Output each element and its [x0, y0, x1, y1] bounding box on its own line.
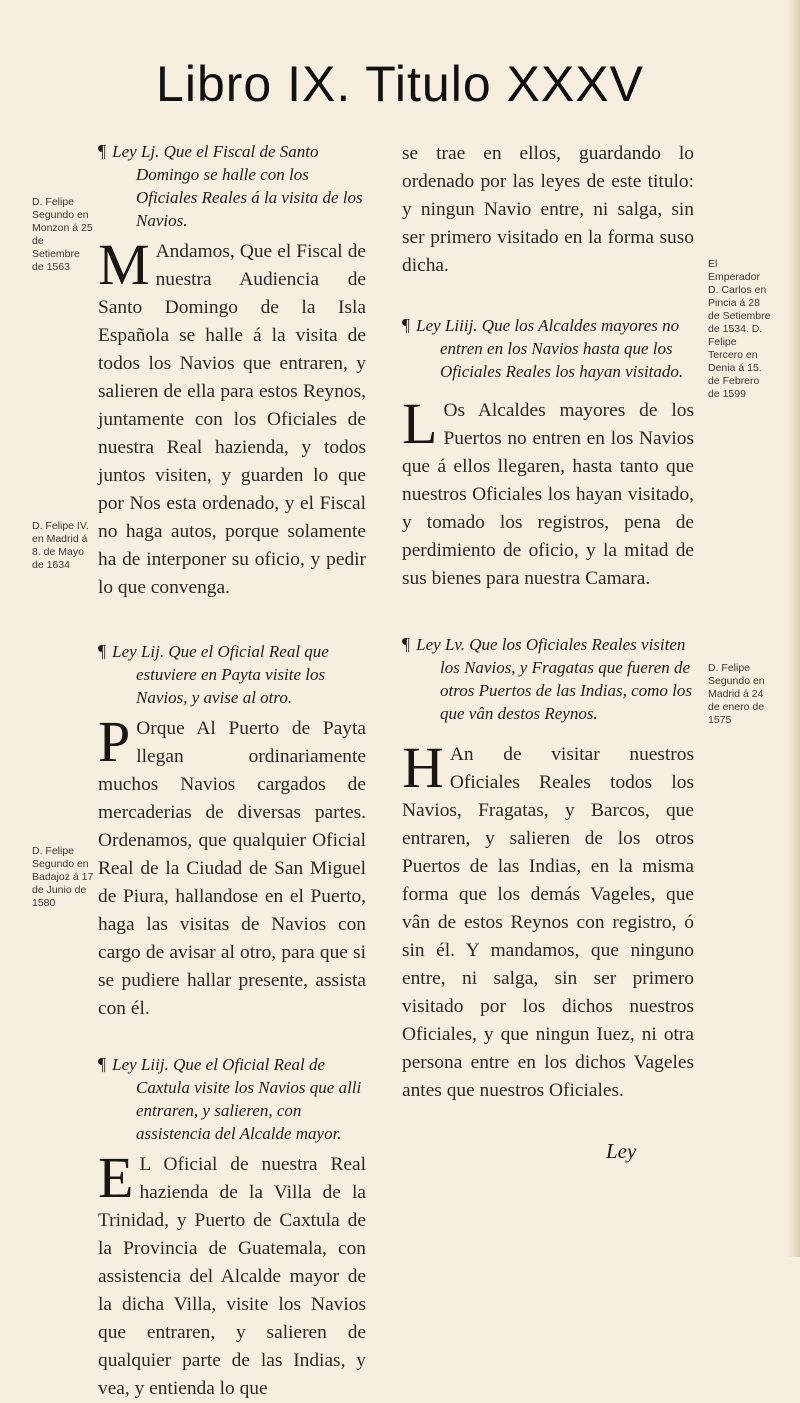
- law-3-text: [98, 1145, 366, 1403]
- paragraph-mark-icon: ¶: [98, 141, 107, 161]
- right-column: [402, 140, 694, 1105]
- margin-note: El Emperador D. Carlos en Pincia á 28 de Setiembre de 1534. D. Felipe Tercero en Denia á 15. de Febrero de 1599: [708, 258, 771, 400]
- law-3-body: L Oficial de nuestra Real hazienda de la Villa de la Trinidad, y Puerto de Caxtula de la Provincia de Guatemala, con assistencia del Alcalde mayor de la dicha Villa, visite los Navios que entraren, y salieren de qualquier parte de las Indias, y vea, y entienda lo que: [98, 1154, 366, 1399]
- catchword: Ley: [606, 1139, 637, 1163]
- page-edge-shadow: [786, 0, 800, 1257]
- law-rubric: [98, 140, 366, 232]
- margin-note: D. Felipe Segundo en Monzon á 25 de Setiembre de 1563: [32, 196, 93, 273]
- paragraph-mark-icon: ¶: [98, 641, 107, 661]
- dropcap: P: [98, 709, 131, 774]
- dropcap: L: [402, 391, 438, 456]
- continuation-text: se trae en ellos, guardando lo ordenado por las leyes de este titulo: y ningun Navio entre, ni salga, sin ser primero visitado en la forma suso dicha.: [402, 143, 694, 276]
- running-head: Libro IX. Titulo XXXV: [156, 56, 644, 112]
- law-4-rubric: Ley Liiij. Que los Alcaldes mayores no entren en los Navios hasta que los Oficiales Reales los hayan visitado.: [416, 316, 684, 381]
- law-3-rubric: Ley Liij. Que el Oficial Real de Caxtula visite los Navios que alli entraren, y salieren, con assistencia del Alcalde mayor.: [112, 1055, 362, 1143]
- dropcap: H: [402, 735, 444, 800]
- law-4-text: [402, 391, 694, 593]
- paragraph-mark-icon: ¶: [402, 634, 411, 654]
- law-rubric: [402, 314, 694, 383]
- paragraph-mark-icon: ¶: [402, 315, 411, 335]
- law-5-body: An de visitar nuestros Oficiales Reales todos los Navios, Fragatas, y Barcos, que entraren, y salieren de los otros Puertos de las Indias, en la misma forma que los demás Vageles, que vân de estos Reynos con registro, ó sin él. Y mandamos, que ninguno entre, ni salga, sin ser primero visitado por los dichos nuestros Oficiales, y que ningun Iuez, ni otra persona entre en los dichos Vageles antes que nuestros Oficiales.: [402, 744, 694, 1101]
- law-rubric: [98, 1053, 366, 1145]
- law-2-text: [98, 709, 366, 1023]
- law-5-text: [402, 735, 694, 1105]
- law-1-text: [98, 232, 366, 602]
- law-4-body: Os Alcaldes mayores de los Puertos no entren en los Navios que á ellos llegaren, hasta tanto que nuestros Oficiales los hayan visitado, y tomado los registros, pena de perdimiento de oficio, y la mitad de sus bienes para nuestra Camara.: [402, 400, 694, 589]
- margin-note: D. Felipe Segundo en Madrid á 24 de enero de 1575: [708, 662, 765, 726]
- law-1-rubric: Ley Lj. Que el Fiscal de Santo Domingo se halle con los Oficiales Reales á la visita de los Navios.: [112, 142, 363, 230]
- margin-note: D. Felipe Segundo en Badajoz á 17 de Junio de 1580: [32, 845, 94, 909]
- law-2-body: Orque Al Puerto de Payta llegan ordinariamente muchos Navios cargados de mercaderias de diversas partes. Ordenamos, que qualquier Oficial Real de la Ciudad de San Miguel de Piura, hallandose en el Puerto, haga las visitas de Navios con cargo de avisar al otro, para que si se pudiere hallar presente, assista con él.: [98, 718, 366, 1019]
- dropcap: E: [98, 1145, 134, 1210]
- law-rubric: [98, 640, 366, 709]
- dropcap: M: [98, 232, 150, 297]
- law-5-rubric: Ley Lv. Que los Oficiales Reales visiten los Navios, y Fragatas que fueren de otros Puertos de las Indias, como los que vân destos Reynos.: [416, 635, 693, 723]
- paragraph-mark-icon: ¶: [98, 1054, 107, 1074]
- margin-note: D. Felipe IV. en Madrid á 8. de Mayo de 1634: [32, 520, 89, 571]
- law-rubric: [402, 633, 694, 725]
- law-2-rubric: Ley Lij. Que el Oficial Real que estuviere en Payta visite los Navios, y avise al otro.: [112, 642, 329, 707]
- left-column: [98, 140, 366, 1403]
- law-1-body: Andamos, Que el Fiscal de nuestra Audiencia de Santo Domingo de la Isla Española se halle á la visita de todos los Navios que entraren, y salieren de ella para estos Reynos, juntamente con los Oficiales de nuestra Real hazienda, y todos juntos visiten, y guarden lo que por Nos esta ordenado, y el Fiscal no haga autos, porque solamente ha de interponer su oficio, y pedir lo que convenga.: [98, 241, 366, 598]
